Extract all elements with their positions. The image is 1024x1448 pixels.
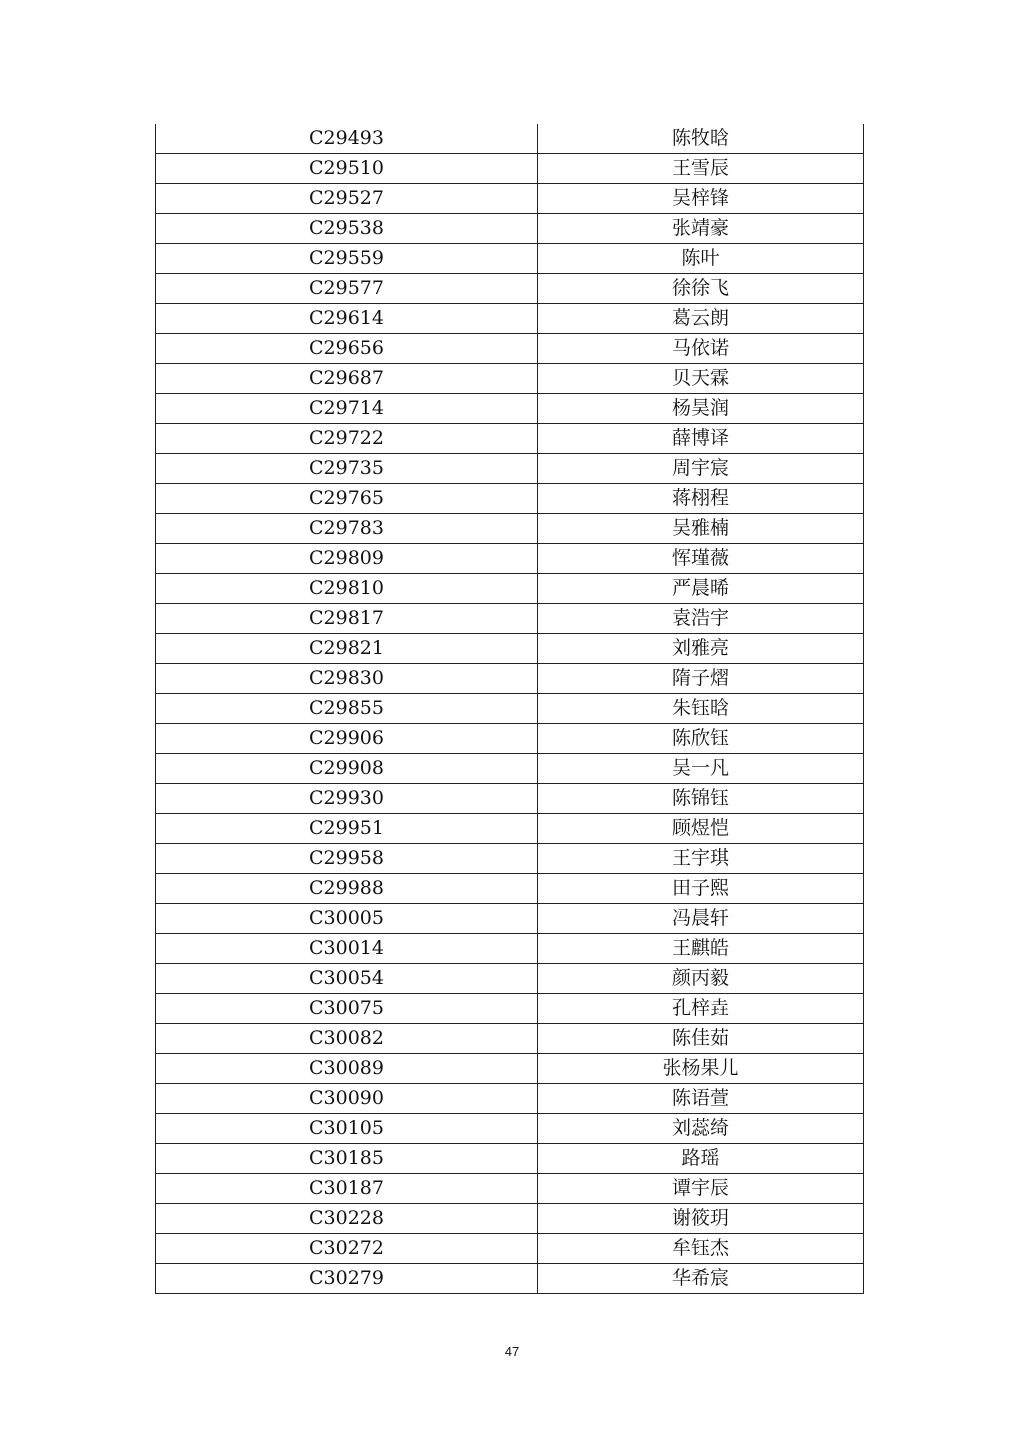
table-row xyxy=(156,1234,864,1264)
candidate-id-cell: C29783 xyxy=(156,514,538,544)
table-row xyxy=(156,1144,864,1174)
roster-table xyxy=(155,124,864,1294)
table-row xyxy=(156,124,864,154)
candidate-name-cell: 华希宸 xyxy=(538,1264,864,1294)
candidate-id-cell: C29817 xyxy=(156,604,538,634)
table-row xyxy=(156,604,864,634)
candidate-id-cell: C30089 xyxy=(156,1054,538,1084)
candidate-id-cell: C29930 xyxy=(156,784,538,814)
table-row xyxy=(156,694,864,724)
candidate-id-cell: C29559 xyxy=(156,244,538,274)
candidate-id-cell: C29821 xyxy=(156,634,538,664)
candidate-name-cell: 葛云朗 xyxy=(538,304,864,334)
table-row xyxy=(156,424,864,454)
candidate-id-cell: C30228 xyxy=(156,1204,538,1234)
candidate-id-cell: C29527 xyxy=(156,184,538,214)
candidate-name-cell: 冯晨轩 xyxy=(538,904,864,934)
table-row xyxy=(156,274,864,304)
candidate-id-cell: C29493 xyxy=(156,124,538,154)
candidate-name-cell: 陈锦钰 xyxy=(538,784,864,814)
candidate-id-cell: C29577 xyxy=(156,274,538,304)
table-row xyxy=(156,484,864,514)
table-row xyxy=(156,364,864,394)
candidate-name-cell: 严晨晞 xyxy=(538,574,864,604)
table-row xyxy=(156,544,864,574)
table-row xyxy=(156,1114,864,1144)
candidate-name-cell: 张杨果儿 xyxy=(538,1054,864,1084)
table-row xyxy=(156,844,864,874)
candidate-name-cell: 牟钰杰 xyxy=(538,1234,864,1264)
candidate-id-cell: C29538 xyxy=(156,214,538,244)
candidate-id-cell: C29809 xyxy=(156,544,538,574)
candidate-id-cell: C30014 xyxy=(156,934,538,964)
table-row xyxy=(156,634,864,664)
candidate-name-cell: 吴雅楠 xyxy=(538,514,864,544)
candidate-name-cell: 吴梓锋 xyxy=(538,184,864,214)
candidate-id-cell: C29958 xyxy=(156,844,538,874)
candidate-name-cell: 隋子熠 xyxy=(538,664,864,694)
candidate-id-cell: C30279 xyxy=(156,1264,538,1294)
table-row xyxy=(156,514,864,544)
candidate-id-cell: C30185 xyxy=(156,1144,538,1174)
candidate-name-cell: 蒋栩程 xyxy=(538,484,864,514)
table-row xyxy=(156,454,864,484)
table-row xyxy=(156,1054,864,1084)
candidate-id-cell: C30272 xyxy=(156,1234,538,1264)
candidate-id-cell: C30105 xyxy=(156,1114,538,1144)
table-row xyxy=(156,754,864,784)
candidate-name-cell: 颜丙毅 xyxy=(538,964,864,994)
candidate-name-cell: 朱钰晗 xyxy=(538,694,864,724)
table-row xyxy=(156,394,864,424)
candidate-id-cell: C29510 xyxy=(156,154,538,184)
candidate-name-cell: 恽瑾薇 xyxy=(538,544,864,574)
candidate-id-cell: C29906 xyxy=(156,724,538,754)
candidate-id-cell: C29765 xyxy=(156,484,538,514)
table-row xyxy=(156,964,864,994)
table-row xyxy=(156,664,864,694)
table-row xyxy=(156,214,864,244)
candidate-name-cell: 陈牧晗 xyxy=(538,124,864,154)
candidate-id-cell: C30005 xyxy=(156,904,538,934)
candidate-name-cell: 王宇琪 xyxy=(538,844,864,874)
candidate-name-cell: 刘蕊绮 xyxy=(538,1114,864,1144)
candidate-name-cell: 王麒皓 xyxy=(538,934,864,964)
candidate-id-cell: C29810 xyxy=(156,574,538,604)
table-row xyxy=(156,724,864,754)
candidate-name-cell: 徐徐飞 xyxy=(538,274,864,304)
candidate-name-cell: 杨昊润 xyxy=(538,394,864,424)
candidate-name-cell: 袁浩宇 xyxy=(538,604,864,634)
candidate-name-cell: 顾煜恺 xyxy=(538,814,864,844)
candidate-name-cell: 陈佳茹 xyxy=(538,1024,864,1054)
candidate-name-cell: 孔梓垚 xyxy=(538,994,864,1024)
table-row xyxy=(156,304,864,334)
table-row xyxy=(156,184,864,214)
table-row xyxy=(156,1264,864,1294)
candidate-id-cell: C29951 xyxy=(156,814,538,844)
table-row xyxy=(156,934,864,964)
candidate-id-cell: C29908 xyxy=(156,754,538,784)
candidate-name-cell: 马依诺 xyxy=(538,334,864,364)
candidate-name-cell: 薛博译 xyxy=(538,424,864,454)
candidate-name-cell: 陈语萱 xyxy=(538,1084,864,1114)
candidate-id-cell: C29735 xyxy=(156,454,538,484)
candidate-id-cell: C30082 xyxy=(156,1024,538,1054)
table-row xyxy=(156,814,864,844)
candidate-id-cell: C29830 xyxy=(156,664,538,694)
table-row xyxy=(156,154,864,184)
candidate-name-cell: 陈叶 xyxy=(538,244,864,274)
table-row xyxy=(156,1024,864,1054)
candidate-id-cell: C30054 xyxy=(156,964,538,994)
candidate-name-cell: 谭宇辰 xyxy=(538,1174,864,1204)
table-row xyxy=(156,784,864,814)
roster-table-body xyxy=(156,124,864,1294)
table-row xyxy=(156,1204,864,1234)
table-row xyxy=(156,904,864,934)
table-row xyxy=(156,574,864,604)
candidate-id-cell: C29687 xyxy=(156,364,538,394)
table-row xyxy=(156,874,864,904)
candidate-name-cell: 张靖豪 xyxy=(538,214,864,244)
candidate-id-cell: C29855 xyxy=(156,694,538,724)
candidate-name-cell: 贝天霖 xyxy=(538,364,864,394)
candidate-id-cell: C29722 xyxy=(156,424,538,454)
candidate-id-cell: C30187 xyxy=(156,1174,538,1204)
candidate-id-cell: C29656 xyxy=(156,334,538,364)
table-row xyxy=(156,994,864,1024)
table-row xyxy=(156,1174,864,1204)
candidate-id-cell: C29614 xyxy=(156,304,538,334)
table-row xyxy=(156,334,864,364)
candidate-name-cell: 刘雅亮 xyxy=(538,634,864,664)
candidate-name-cell: 陈欣钰 xyxy=(538,724,864,754)
candidate-id-cell: C30090 xyxy=(156,1084,538,1114)
candidate-name-cell: 王雪辰 xyxy=(538,154,864,184)
page-number: 47 xyxy=(504,1344,520,1359)
table-row xyxy=(156,244,864,274)
candidate-name-cell: 路瑶 xyxy=(538,1144,864,1174)
candidate-name-cell: 吴一凡 xyxy=(538,754,864,784)
candidate-id-cell: C29714 xyxy=(156,394,538,424)
candidate-id-cell: C30075 xyxy=(156,994,538,1024)
candidate-name-cell: 周宇宸 xyxy=(538,454,864,484)
candidate-name-cell: 田子熙 xyxy=(538,874,864,904)
candidate-name-cell: 谢筱玥 xyxy=(538,1204,864,1234)
candidate-id-cell: C29988 xyxy=(156,874,538,904)
table-row xyxy=(156,1084,864,1114)
